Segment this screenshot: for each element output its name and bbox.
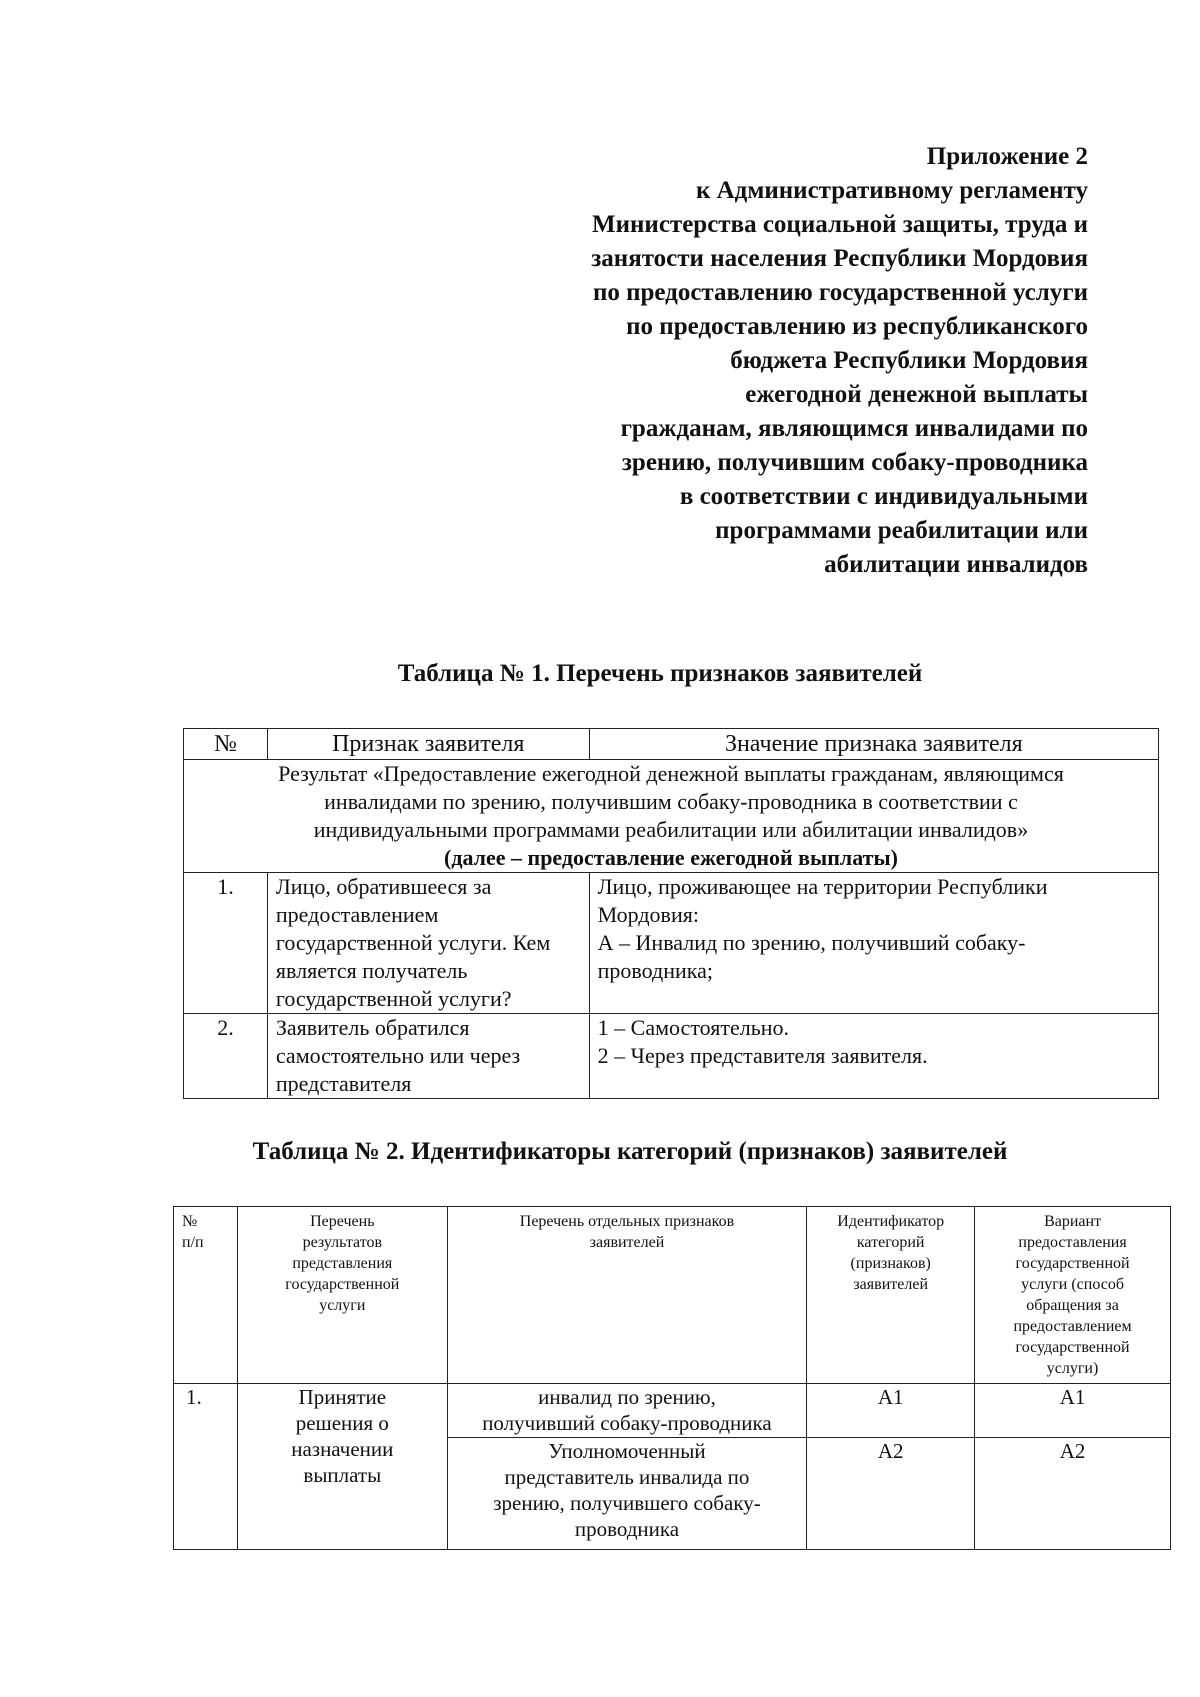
- table1-result-line: индивидуальными программами реабилитации или абилитации инвалидов»: [313, 817, 1029, 842]
- appendix-line: ежегодной денежной выплаты: [745, 381, 1088, 408]
- cell-line: (признаков): [850, 1255, 931, 1272]
- table1-header-num: №: [184, 729, 268, 760]
- cell-line: является получатель: [275, 958, 468, 983]
- table-row: [184, 1014, 1159, 1099]
- table1-result-note: (далее – предоставление ежегодной выплаты): [444, 845, 898, 870]
- table1-row2-sign: [267, 1014, 589, 1099]
- appendix-line: программами реабилитации или: [715, 517, 1088, 544]
- cell-line: проводника: [574, 1517, 680, 1541]
- table1-title: Таблица № 1. Перечень признаков заявителей: [397, 660, 923, 687]
- table1-result-line: Результат «Предоставление ежегодной денежной выплаты гражданам, являющимся: [278, 761, 1064, 786]
- cell-line: Принятие: [298, 1385, 387, 1409]
- cell-line: Вариант: [1044, 1213, 1102, 1230]
- cell-line: инвалид по зрению,: [538, 1385, 716, 1409]
- appendix-header: [468, 140, 1088, 582]
- cell-line: услуги: [319, 1297, 366, 1314]
- table2-header-signs: [447, 1207, 807, 1384]
- appendix-line: бюджета Республики Мордовия: [730, 347, 1088, 374]
- cell-line: государственной: [285, 1276, 400, 1293]
- table2-header-results: [237, 1207, 447, 1384]
- cell-line: №: [182, 1213, 198, 1230]
- appendix-line: занятости населения Республики Мордовия: [591, 245, 1088, 272]
- cell-line: Заявитель обратился: [275, 1015, 470, 1040]
- appendix-line: по предоставлению государственной услуги: [592, 279, 1088, 306]
- cell-line: результатов: [302, 1234, 383, 1251]
- table1-result-line: инвалидами по зрению, получившим собаку-проводника в соответствии с: [324, 789, 1018, 814]
- table1-result-cell: [184, 760, 1159, 873]
- table2-header-num: [174, 1207, 238, 1384]
- cell-line: заявителей: [589, 1234, 665, 1251]
- table2-variant-2: А2: [975, 1438, 1171, 1550]
- table1-header-row: [184, 729, 1159, 760]
- appendix-line: Министерства социальной защиты, труда и: [592, 211, 1088, 238]
- cell-line: услуги (способ: [1021, 1276, 1124, 1293]
- table2-id-2: А2: [807, 1438, 975, 1550]
- cell-line: государственной: [1015, 1255, 1130, 1272]
- cell-line: заявителей: [853, 1276, 928, 1293]
- cell-line: назначении: [291, 1437, 394, 1461]
- appendix-line: зрению, получившим собаку-проводника: [621, 449, 1088, 476]
- table2-header-variant: [975, 1207, 1171, 1384]
- table2-header-identifier: [807, 1207, 975, 1384]
- table1-row2-value: [589, 1014, 1158, 1099]
- table2-sign-2: [447, 1438, 807, 1550]
- cell-line: услуги): [1046, 1360, 1099, 1377]
- table1-header-value: Значение признака заявителя: [589, 729, 1158, 760]
- table2-row-num: 1.: [174, 1384, 238, 1550]
- cell-line: выплаты: [303, 1463, 382, 1487]
- table2-variant-1: А1: [975, 1384, 1171, 1438]
- appendix-line: к Административному регламенту: [695, 177, 1088, 204]
- cell-line: решения о: [295, 1411, 389, 1435]
- cell-line: представления: [292, 1255, 393, 1272]
- cell-line: государственной: [1015, 1339, 1130, 1356]
- cell-line: Лицо, обратившееся за: [275, 874, 492, 899]
- appendix-line: в соответствии с индивидуальными: [679, 483, 1088, 510]
- cell-line: зрению, получившего собаку-: [493, 1491, 761, 1515]
- cell-line: Идентификатор: [837, 1213, 945, 1230]
- cell-line: предоставления: [1018, 1234, 1127, 1251]
- appendix-line: Приложение 2: [926, 143, 1088, 170]
- cell-line: предоставлением: [1013, 1318, 1132, 1335]
- table2-result: [237, 1384, 447, 1550]
- cell-line: Лицо, проживающее на территории Республики: [597, 874, 1048, 899]
- table-row: [174, 1384, 1171, 1438]
- appendix-line: гражданам, являющимся инвалидами по: [620, 415, 1088, 442]
- table-row: [184, 873, 1159, 1014]
- cell-line: Перечень отдельных признаков: [519, 1213, 735, 1230]
- table1-row1-num: 1.: [184, 873, 268, 1014]
- table2-id-1: А1: [807, 1384, 975, 1438]
- cell-line: категорий: [856, 1234, 925, 1251]
- appendix-line: абилитации инвалидов: [824, 551, 1088, 578]
- cell-line: 1 – Самостоятельно.: [597, 1015, 790, 1040]
- applicant-signs-table: [183, 728, 1159, 1099]
- table2-header-row: [174, 1207, 1171, 1384]
- cell-line: А – Инвалид по зрению, получивший собаку-: [597, 930, 1026, 955]
- applicant-categories-table: [173, 1206, 1171, 1550]
- cell-line: Перечень: [310, 1213, 375, 1230]
- cell-line: 2 – Через представителя заявителя.: [597, 1043, 928, 1068]
- cell-line: получивший собаку-проводника: [482, 1411, 772, 1435]
- cell-line: Мордовия:: [597, 902, 699, 927]
- cell-line: представителя: [275, 1071, 412, 1096]
- table2-title: Таблица № 2. Идентификаторы категорий (признаков) заявителей: [252, 1138, 1008, 1165]
- table1-row1-value: [589, 873, 1158, 1014]
- cell-line: государственной услуги. Кем: [275, 930, 551, 955]
- cell-line: п/п: [182, 1234, 204, 1251]
- cell-line: обращения за: [1026, 1297, 1119, 1314]
- table2-sign-1: [447, 1384, 807, 1438]
- cell-line: самостоятельно или через: [275, 1043, 521, 1068]
- cell-line: государственной услуги?: [275, 986, 512, 1011]
- cell-line: представитель инвалида по: [504, 1465, 750, 1489]
- cell-line: Уполномоченный: [548, 1439, 706, 1463]
- table1-result-row: [184, 760, 1159, 873]
- appendix-line: по предоставлению из республиканского: [626, 313, 1088, 340]
- cell-line: предоставлением: [275, 902, 439, 927]
- table1-header-sign: Признак заявителя: [267, 729, 589, 760]
- cell-line: проводника;: [597, 958, 713, 983]
- table1-row2-num: 2.: [184, 1014, 268, 1099]
- table1-row1-sign: [267, 873, 589, 1014]
